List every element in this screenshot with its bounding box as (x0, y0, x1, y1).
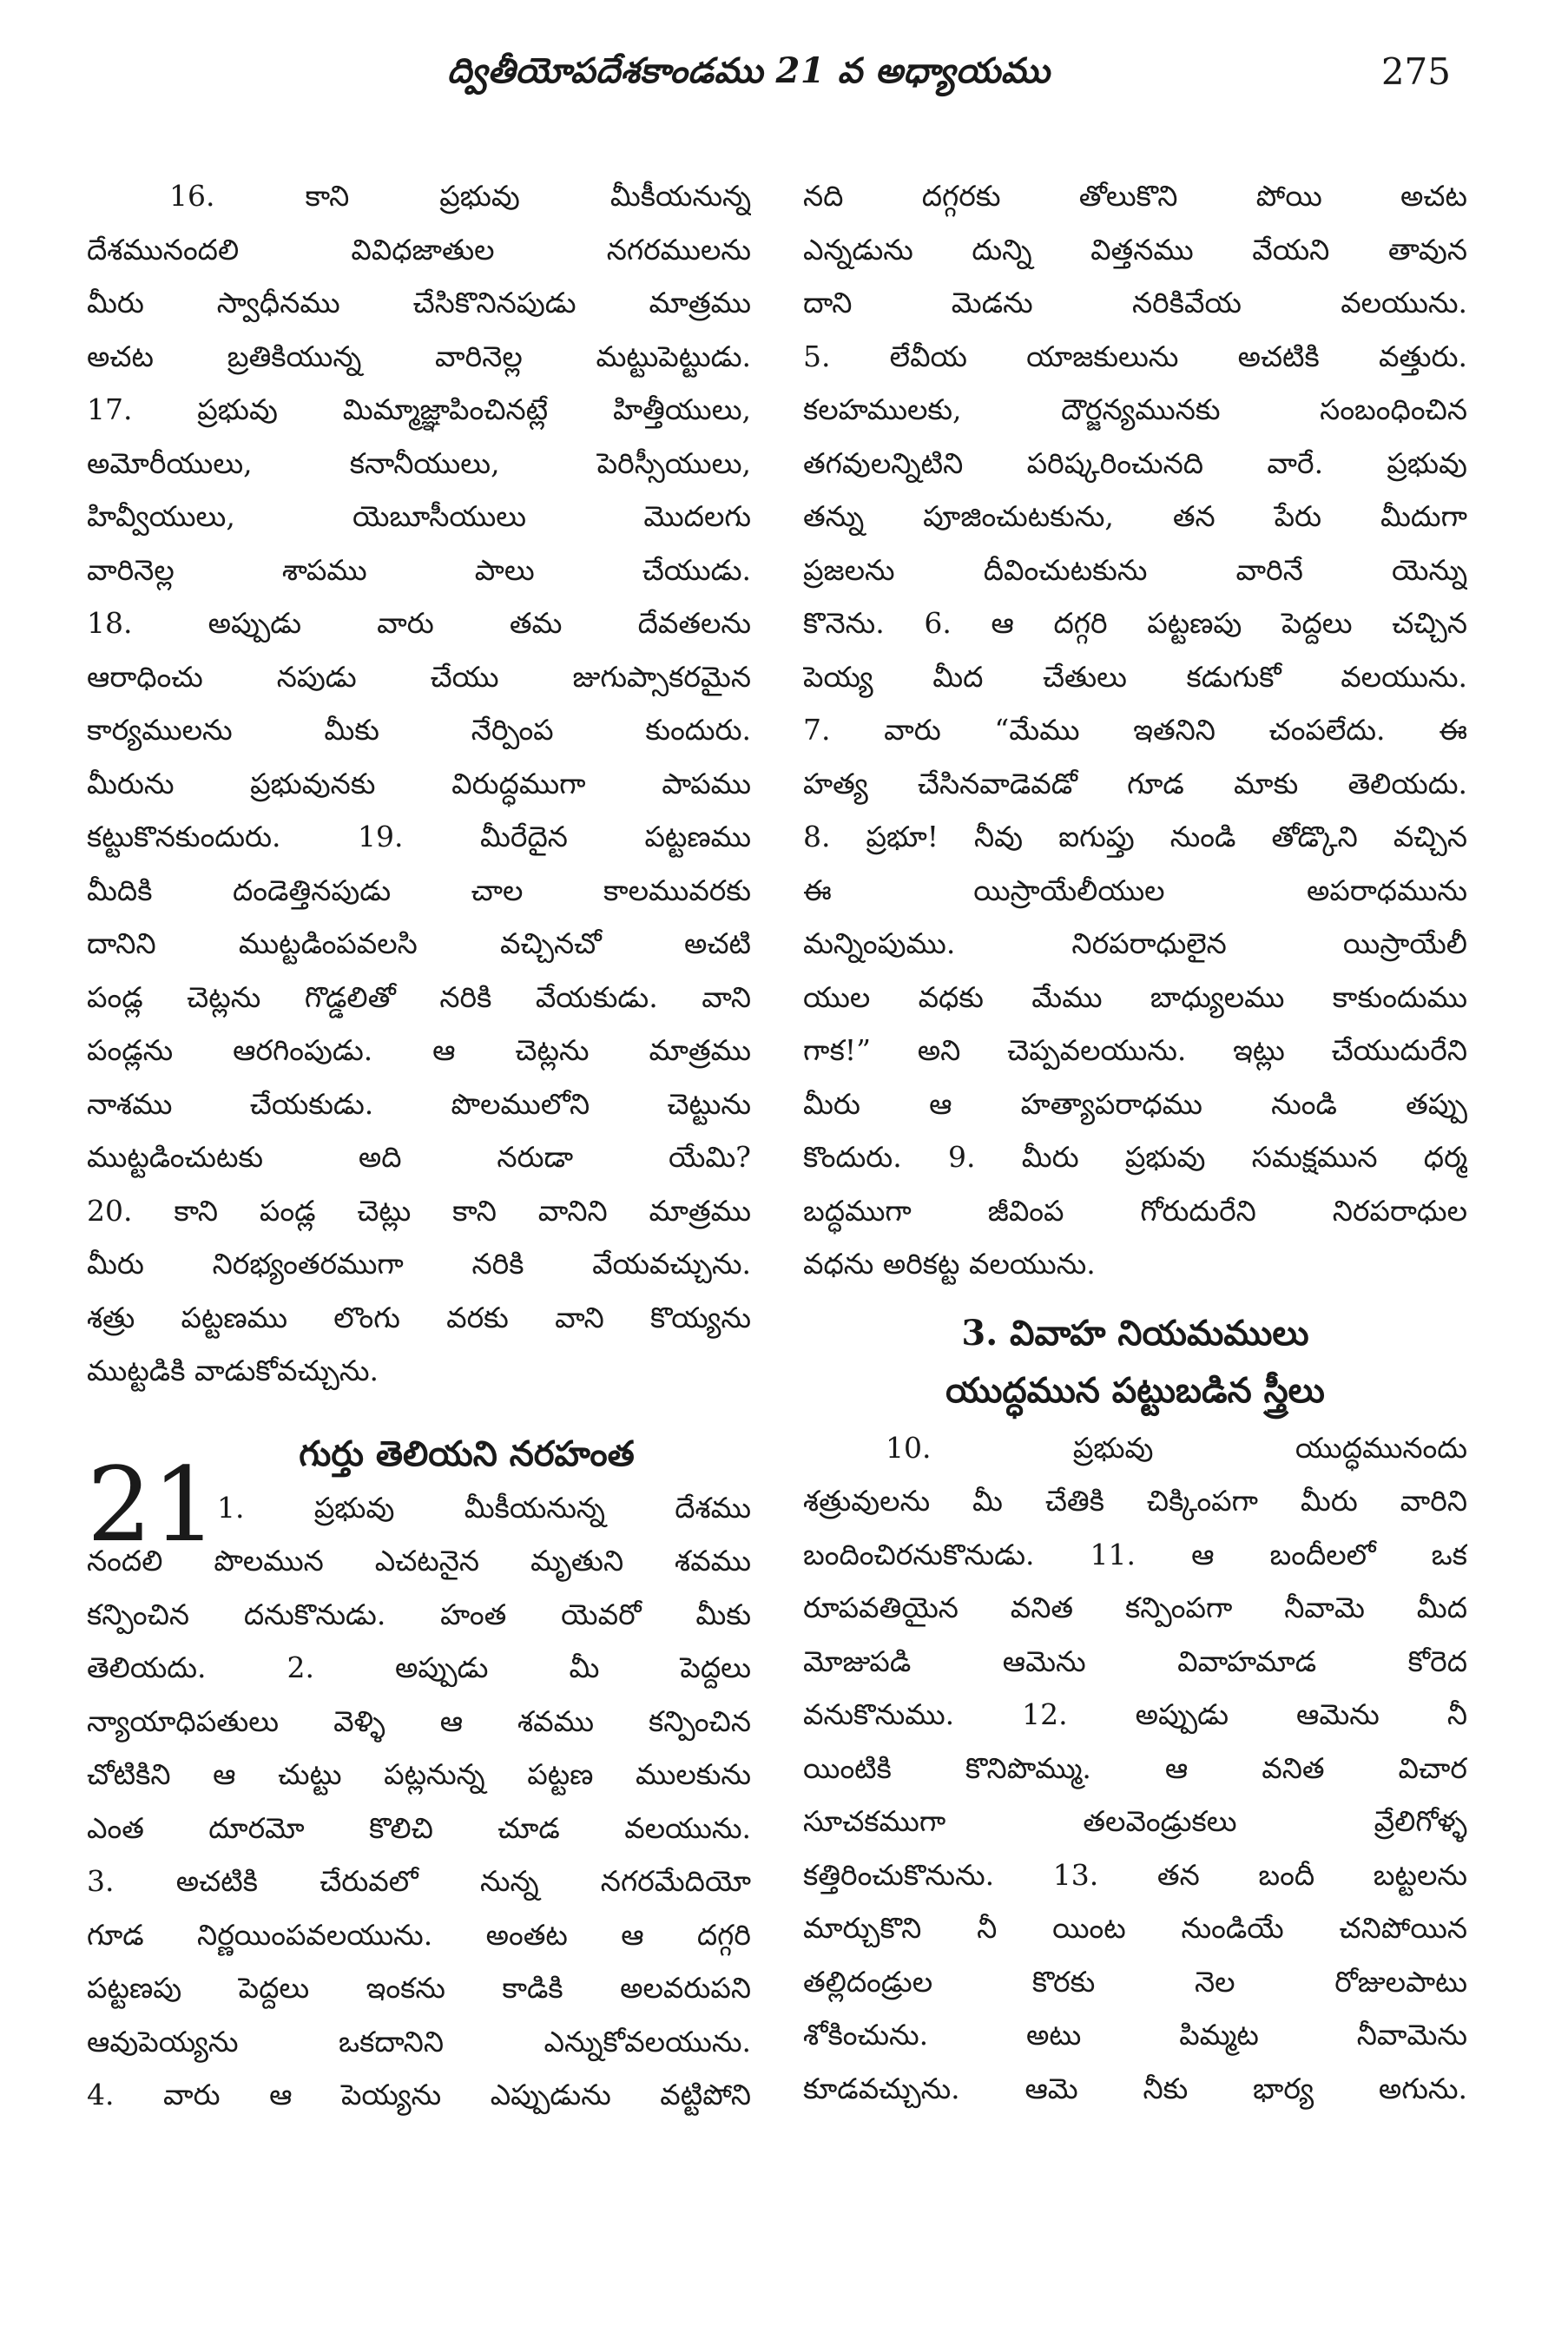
section-subheading: యుద్ధమున పట్టుబడిన స్త్రీలు (945, 1369, 1325, 1411)
text-line: శత్రు పట్టణము లొంగు వరకు వాని కొయ్యను (87, 1300, 751, 1334)
text-line: నందలి పొలమున ఎచటనైన మృతుని శవము (87, 1544, 751, 1578)
text-line: బందించిరనుకొనుడు. 11. ఆ బందీలలో ఒక (803, 1537, 1467, 1571)
text-line: కన్పించిన దనుకొనుడు. హంత యెవరో మీకు (87, 1597, 751, 1631)
text-line: నది దగ్గరకు తోలుకొని పోయి అచట (803, 179, 1467, 213)
text-line: మన్నింపుము. నిరపరాధులైన యిస్రాయేలీ (803, 926, 1467, 960)
text-line: వధను అరికట్ట వలయును. (803, 1247, 1096, 1281)
text-line: 1. ప్రభువు మీకీయనున్న దేశము (217, 1490, 751, 1525)
text-line: దానిని ముట్టడింపవలసి వచ్చినచో అచటి (87, 926, 751, 960)
text-line: సూచకముగా తలవెండ్రుకలు వ్రేలిగోళ్ళ (803, 1804, 1467, 1838)
text-line: 18. అప్పుడు వారు తమ దేవతలను (87, 606, 751, 640)
text-line: బద్ధముగా జీవింప గోరుదురేని నిరపరాధుల (803, 1193, 1467, 1228)
chapter-heading: గుర్తు తెలియని నరహంత (299, 1433, 635, 1474)
text-line: మీరు నిరభ్యంతరముగా నరికి వేయవచ్చును. (87, 1247, 751, 1281)
text-line: మార్చుకొని నీ యింట నుండియే చనిపోయిన (803, 1911, 1467, 1945)
running-title: ద్వితీయోపదేశకాండము 21 వ అధ్యాయము (447, 50, 1051, 91)
text-line: హివ్వీయులు, యెబూసీయులు మొదలగు (87, 499, 751, 533)
text-line: కూడవచ్చును. ఆమె నీకు భార్య అగును. (803, 2071, 1467, 2105)
right-column-text (803, 169, 1467, 1291)
text-line: గూడ నిర్ణయింపవలయును. అంతట ఆ దగ్గరి (87, 1917, 751, 1952)
right-column (803, 169, 1467, 2115)
text-line: 10. ప్రభువు యుద్ధమునందు (886, 1430, 1467, 1465)
text-line: వనుకొనుము. 12. అప్పుడు ఆమెను నీ (803, 1697, 1467, 1731)
text-line: తల్లిదండ్రుల కొరకు నెల రోజులపాటు (803, 1964, 1467, 1999)
text-line: అచట బ్రతికియున్న వారినెల్ల మట్టుపెట్టుడు. (87, 339, 751, 373)
text-line: 20. కాని పండ్ల చెట్లు కాని వానిని మాత్రము (87, 1193, 751, 1228)
text-line: ముట్టడికి వాడుకోవచ్చును. (87, 1354, 379, 1387)
text-line: శత్రువులను మీ చేతికి చిక్కింపగా మీరు వారిని (803, 1484, 1467, 1518)
left-column-text (87, 169, 751, 1398)
text-line: 4. వారు ఆ పెయ్యను ఎప్పుడును వట్టిపోని (87, 2078, 751, 2112)
text-line: ఈ యిస్రాయేలీయుల అపరాధమును (803, 873, 1467, 907)
text-line: కార్యములను మీకు నేర్పింప కుందురు. (87, 713, 751, 747)
text-line: కలహములకు, దౌర్జన్యమునకు సంబంధించిన (803, 392, 1467, 426)
text-line: తన్ను పూజించుటకును, తన పేరు మీదుగా (803, 499, 1467, 533)
text-line: తెలియదు. 2. అప్పుడు మీ పెద్దలు (87, 1650, 751, 1684)
text-line: దాని మెడను నరికివేయ వలయును. (803, 286, 1467, 320)
chapter-text (87, 1481, 751, 2122)
right-column-text-bottom (803, 1421, 1467, 2116)
text-line: 5. లేవీయ యాజకులును అచటికి వత్తురు. (803, 339, 1467, 373)
text-line: అమోరీయులు, కనానీయులు, పెరిస్సీయులు, (87, 445, 751, 480)
text-line: హత్య చేసినవాడెవడో గూడ మాకు తెలియదు. (803, 766, 1467, 800)
running-header (82, 50, 1451, 111)
text-line: వారినెల్ల శాపము పాలు చేయుడు. (87, 552, 751, 587)
text-line: శోకించును. అటు పిమ్మట నీవామెను (803, 2018, 1467, 2052)
section-heading: 3. వివాహ నియమములు (961, 1312, 1309, 1354)
text-line: రూపవతియైన వనిత కన్పింపగా నీవామె మీద (803, 1591, 1467, 1624)
text-line: మీదికి దండెత్తినపుడు చాల కాలమువరకు (87, 873, 751, 907)
text-line: మోజుపడి ఆమెను వివాహమాడ కోరెద (803, 1644, 1467, 1678)
text-line: దేశమునందలి వివిధజాతుల నగరములను (87, 232, 751, 267)
text-line: గాక!” అని చెప్పవలయును. ఇట్లు చేయుదురేని (803, 1033, 1467, 1067)
text-line: ఆరాధించు నపుడు చేయు జుగుప్సాకరమైన (87, 659, 751, 694)
text-line: నాశము చేయకుడు. పొలములోని చెట్టును (87, 1086, 751, 1121)
page-number: 275 (1380, 50, 1451, 93)
text-line: ఎన్నడును దున్ని విత్తనము వేయని తావున (803, 232, 1467, 267)
left-column (87, 169, 751, 2122)
text-line: చోటికిని ఆ చుట్టు పట్లనున్న పట్టణ ములకును (87, 1757, 751, 1791)
text-line: కత్తిరించుకొనును. 13. తన బందీ బట్టలను (803, 1857, 1467, 1892)
text-line: ముట్టడించుటకు అది నరుడా యేమి? (87, 1140, 751, 1174)
text-line: పండ్ల చెట్లను గొడ్డలితో నరికి వేయకుడు. వాని (87, 979, 751, 1014)
text-line: మీరు స్వాధీనము చేసికొనినపుడు మాత్రము (87, 286, 751, 320)
text-line: కట్టుకొనకుందురు. 19. మీరేదైన పట్టణము (87, 820, 751, 853)
text-line: కొనెను. 6. ఆ దగ్గరి పట్టణపు పెద్దలు చచ్చిన (803, 606, 1467, 640)
text-line: మీరును ప్రభువునకు విరుద్ధముగా పాపము (87, 766, 751, 800)
chapter-21-block (87, 1427, 751, 2122)
text-line: 8. ప్రభూ! నీవు ఐగుప్తు నుండి తోడ్కొని వచ్చిన (803, 820, 1467, 853)
text-line: 17. ప్రభువు మిమ్మాజ్ఞాపించినట్లే హిత్తీయులు, (87, 392, 751, 426)
text-line: యింటికి కొనిపొమ్ము. ఆ వనిత విచార (803, 1750, 1467, 1785)
text-line: పండ్లను ఆరగింపుడు. ఆ చెట్లను మాత్రము (87, 1033, 751, 1067)
text-line: పట్టణపు పెద్దలు ఇంకను కాడికి అలవరుపని (87, 1971, 751, 2005)
text-line: న్యాయాధిపతులు వెళ్ళి ఆ శవము కన్పించిన (87, 1703, 751, 1738)
text-line: కొందురు. 9. మీరు ప్రభువు సమక్షమున ధర్మ (803, 1140, 1467, 1174)
text-line: ఆవుపెయ్యను ఒకదానిని ఎన్నుకోవలయును. (87, 2024, 751, 2059)
text-line: తగవులన్నిటిని పరిష్కరించునది వారే. ప్రభువు (803, 445, 1467, 480)
text-line: 16. కాని ప్రభువు మీకీయనున్న (169, 179, 751, 213)
text-line: మీరు ఆ హత్యాపరాధము నుండి తప్పు (803, 1086, 1467, 1121)
text-line: 3. అచటికి చేరువలో నున్న నగరమేదియో (87, 1864, 751, 1898)
text-line: 7. వారు “మేము ఇతనిని చంపలేదు. ఈ (803, 713, 1467, 747)
text-line: యుల వధకు మేము బాధ్యులము కాకుందుము (803, 979, 1467, 1014)
chapter-number-dropcap: 21 (87, 1444, 218, 1565)
text-line: ఎంత దూరమో కొలిచి చూడ వలయును. (87, 1810, 751, 1845)
text-line: పెయ్య మీద చేతులు కడుగుకో వలయును. (803, 659, 1467, 694)
text-line: ప్రజలను దీవించుటకును వారినే యెన్ను (803, 552, 1467, 587)
